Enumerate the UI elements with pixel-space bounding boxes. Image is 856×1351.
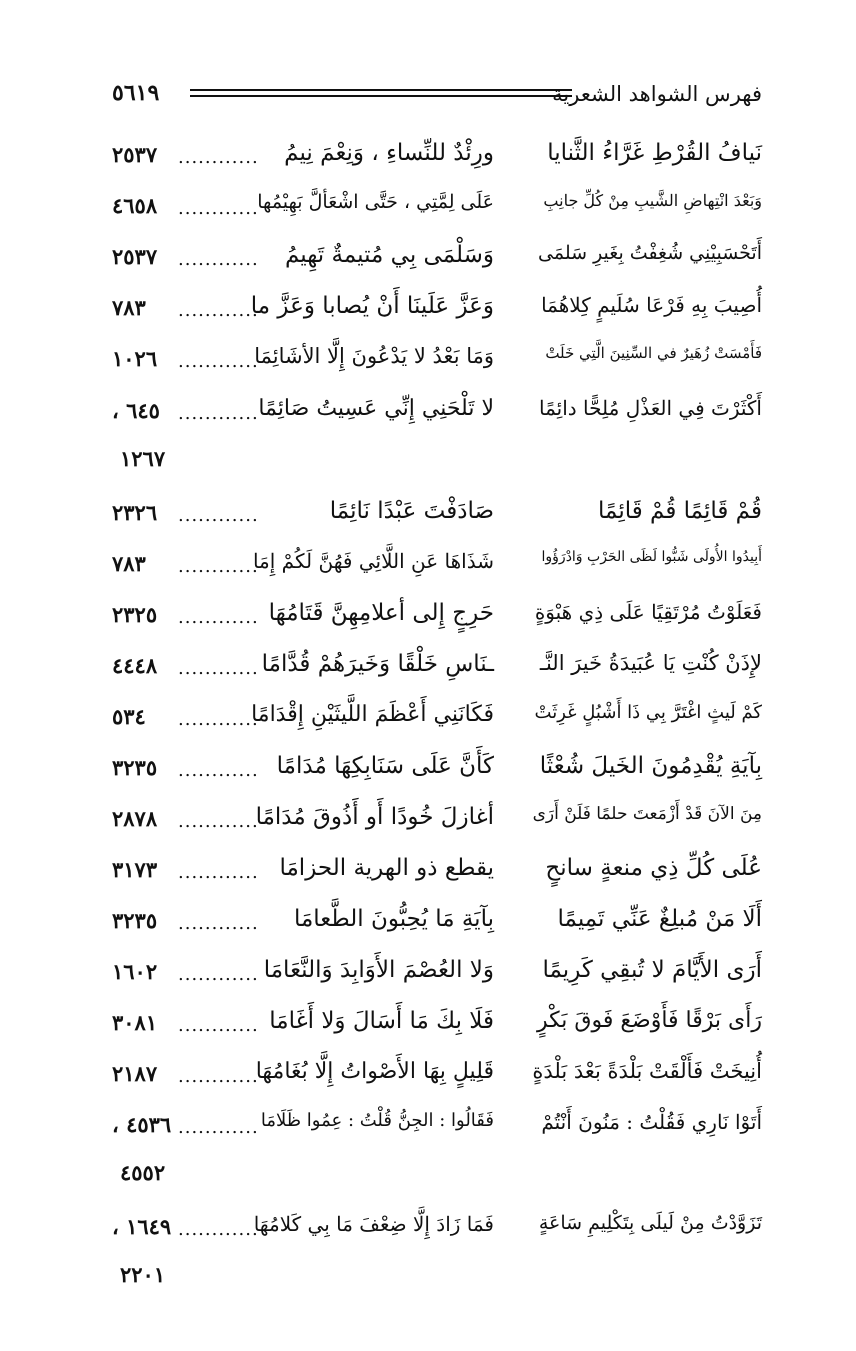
verse-first-hemistich: كَمْ لَيثٍ اغْتَرَّ بِي ذَا أَشْبُلٍ غَرِثَتْ: [534, 702, 762, 723]
leader-dots: ............: [178, 1015, 259, 1036]
page-reference: ٤٥٣٦ ،: [112, 1112, 172, 1137]
page-reference: ٥٣٤: [112, 704, 146, 729]
verse-second-hemistich: فَلَا بِكَ مَا أَسَالَ وَلا أَغَامَا: [269, 1008, 494, 1034]
page-number: ٥٦١٩: [112, 80, 160, 106]
page-reference: ٣٠٨١: [112, 1010, 158, 1035]
verse-second-hemistich: ورِئْدٌ للنِّساءِ ، وَنِعْمَ نِيمُ: [284, 140, 494, 166]
page-reference: ٢٣٢٥: [112, 602, 158, 627]
verse-second-hemistich: بِآيَةِ مَا يُحِبُّونَ الطَّعامَا: [293, 906, 494, 932]
page-reference: ١٠٢٦: [112, 346, 158, 371]
verse-first-hemistich: وَبَعْدَ انْتِهاضِ الشَّيبِ مِنْ كُلِّ جانِبِ: [543, 191, 762, 210]
page-reference: ٢٨٧٨: [112, 806, 158, 831]
page-reference-continued: ١٢٦٧: [120, 446, 166, 471]
verse-first-hemistich: أَكْثَرْتَ فِي العَذْلِ مُلِحًّا دائِمًا: [539, 396, 762, 420]
page-reference: ٢٥٣٧: [112, 244, 158, 269]
verse-entry: [112, 396, 762, 471]
page-reference: ٤٤٤٨: [112, 653, 158, 678]
verse-first-hemistich: مِنَ الآنَ قَدْ أَزْمَعتَ حلمًا فَلَنْ أَرَى: [532, 804, 762, 824]
verse-entry: [112, 191, 762, 235]
verse-entry: [112, 600, 762, 644]
verse-entry: [112, 753, 762, 797]
page-reference: ٧٨٣: [112, 551, 146, 576]
verse-second-hemistich: وَعَزَّ عَلَينَا أَنْ يُصابا وَعَزَّ ما: [250, 293, 494, 319]
leader-dots: ............: [178, 709, 259, 730]
verse-first-hemistich: فَعَلَوْتُ مُرْتَقِيًا عَلَى ذِي هَبْوَةٍ: [534, 600, 762, 624]
page-reference: ٣١٧٣: [112, 857, 158, 882]
verse-entry: [112, 344, 762, 388]
leader-dots: ............: [178, 556, 259, 577]
page-reference: ٤٦٥٨: [112, 193, 158, 218]
verse-first-hemistich: فَأَمْسَتْ زُهَيرٌ في السِّنِينَ الَّتِي خَلَتْ: [545, 344, 762, 362]
verse-first-hemistich: رَأَى بَرْقًا فَأَوْضَعَ فَوقَ بَكْرٍ: [536, 1008, 762, 1033]
verse-entry: [112, 855, 762, 899]
verse-second-hemistich: فَكَانَنِي أَعْظَمَ اللَّيثَيْنِ إِقْدَامًا: [251, 702, 494, 727]
verse-second-hemistich: حَرِجٍ إِلى أعلامِهِنَّ قَتَامُهَا: [268, 600, 494, 626]
verse-entry: [112, 140, 762, 184]
verse-second-hemistich: قَلِيلٍ بِهَا الأَصْواتُ إِلَّا بُغَامُهَا: [255, 1059, 494, 1084]
verse-first-hemistich: أَبِيدُوا الأُولَى شَبُّوا لَظَى الحَرْبِ وَادْرَؤُوا: [541, 549, 762, 565]
leader-dots: ............: [178, 658, 259, 679]
verse-first-hemistich: لإِذَنْ كُنْتِ يَا عُبَيدَةُ خَيرَ النَّـ: [539, 651, 762, 675]
leader-dots: ............: [178, 505, 259, 526]
verse-first-hemistich: أُنِيخَتْ فَأَلْقَتْ بَلْدَةً بَعْدَ بَلْدَةٍ: [532, 1059, 762, 1083]
verse-first-hemistich: أَلَا مَنْ مُبلِغٌ عَنِّي تَمِيمًا: [557, 906, 762, 932]
header-rule: [190, 89, 572, 97]
page-reference-continued: ٢٢٠١: [120, 1262, 166, 1287]
verse-entry: [112, 1008, 762, 1052]
verse-entry: [112, 804, 762, 848]
page-reference: ٢٥٣٧: [112, 142, 158, 167]
verse-entry: [112, 957, 762, 1001]
verse-second-hemistich: وَسَلْمَى بِي مُتيمةٌ تَهِيمُ: [284, 242, 494, 268]
verse-second-hemistich: صَادَفْتَ عَبْدًا نَائِمًا: [329, 498, 494, 524]
leader-dots: ............: [178, 811, 259, 832]
verse-index: [112, 140, 762, 1310]
verse-entry: [112, 1212, 762, 1287]
page-reference-continued: ٤٥٥٢: [120, 1160, 166, 1185]
verse-entry: [112, 498, 762, 542]
verse-first-hemistich: عُلَى كُلِّ ذِي منعةٍ سانحٍ: [545, 855, 762, 881]
verse-first-hemistich: أُصِيبَ بِهِ فَرْعَا سُلَيمٍ كِلاهُمَا: [541, 293, 762, 317]
leader-dots: ............: [178, 403, 259, 424]
verse-first-hemistich: تَزَوَّدْتُ مِنْ لَيلَى بِتَكْلِيمِ سَاعَةٍ: [538, 1212, 762, 1234]
leader-dots: ............: [178, 1066, 259, 1087]
leader-dots: ............: [178, 300, 259, 321]
page-header: [112, 78, 762, 114]
leader-dots: ............: [178, 147, 259, 168]
verse-entry: [112, 906, 762, 950]
page-reference: ٧٨٣: [112, 295, 146, 320]
verse-entry: [112, 651, 762, 695]
verse-entry: [112, 293, 762, 337]
verse-entry: [112, 549, 762, 593]
verse-second-hemistich: شَذَاهَا عَنِ اللَّائِي فَهُنَّ لَكُمْ إِمَا: [252, 549, 494, 573]
verse-second-hemistich: يقطع ذو الهرية الحزامَا: [279, 855, 494, 881]
leader-dots: ............: [178, 198, 259, 219]
verse-second-hemistich: أغازلَ خُودًا أَو أَذُوقَ مُدَامًا: [255, 804, 494, 830]
page-reference: ١٦٤٩ ،: [112, 1214, 172, 1239]
verse-entry: [112, 242, 762, 286]
verse-first-hemistich: أَتَحْسَبِيْنِي شُغِفْتُ بِغَيرِ سَلمَى: [538, 242, 762, 264]
leader-dots: ............: [178, 351, 259, 372]
page-reference: ٦٤٥ ،: [112, 398, 160, 423]
verse-entry: [112, 1110, 762, 1185]
verse-second-hemistich: وَلا العُصْمَ الأَوَابِدَ وَالنَّعَامَا: [263, 957, 494, 983]
verse-first-hemistich: نَيافُ القُرْطِ غَرَّاءُ الثَّنايا: [547, 140, 762, 166]
verse-second-hemistich: وَمَا بَعْدُ لا يَدْعُونَ إِلَّا الأشَائِمَا: [254, 344, 494, 368]
verse-second-hemistich: كَأَنَّ عَلَى سَنَابِكِهَا مُدَامًا: [276, 753, 494, 779]
verse-second-hemistich: فَمَا زَادَ إِلَّا ضِعْفَ مَا بِي كَلامُهَا: [253, 1212, 494, 1236]
verse-second-hemistich: لا تَلْحَنِي إِنِّي عَسِيتُ صَائِمًا: [258, 396, 494, 421]
verse-entry: [112, 702, 762, 746]
page-reference: ١٦٠٢: [112, 959, 158, 984]
header-title: فهرس الشواهد الشعرية: [552, 82, 762, 106]
leader-dots: ............: [178, 862, 259, 883]
page-reference: ٢١٨٧: [112, 1061, 158, 1086]
leader-dots: ............: [178, 964, 259, 985]
page-reference: ٢٣٢٦: [112, 500, 158, 525]
page-reference: ٣٢٣٥: [112, 755, 158, 780]
verse-second-hemistich: فَقَالُوا : الجِنُّ قُلْتُ : عِمُوا ظَلَامَا: [260, 1110, 494, 1131]
verse-first-hemistich: بِآيَةِ يُقْدِمُونَ الخَيلَ شُعْثًا: [539, 753, 762, 779]
leader-dots: ............: [178, 249, 259, 270]
verse-entry: [112, 1059, 762, 1103]
leader-dots: ............: [178, 913, 259, 934]
leader-dots: ............: [178, 1117, 259, 1138]
leader-dots: ............: [178, 1219, 259, 1240]
verse-first-hemistich: قُمْ قَائِمًا قُمْ قَائِمًا: [598, 498, 762, 524]
leader-dots: ............: [178, 607, 259, 628]
verse-second-hemistich: ـنَاسِ خَلْقًا وَخَيرَهُمْ قُدَّامًا: [261, 651, 494, 677]
verse-second-hemistich: عَلَى لِمَّتِي ، حَتَّى اشْعَألَّ بَهِيْمُها: [257, 191, 494, 213]
page-reference: ٣٢٣٥: [112, 908, 158, 933]
verse-first-hemistich: أَتَوْا نَارِي فَقُلْتُ : مَنُونَ أَنْتُمْ: [541, 1110, 762, 1134]
verse-first-hemistich: أَرَى الأَيَّامَ لا تُبقِي كَرِيمًا: [542, 957, 762, 983]
leader-dots: ............: [178, 760, 259, 781]
